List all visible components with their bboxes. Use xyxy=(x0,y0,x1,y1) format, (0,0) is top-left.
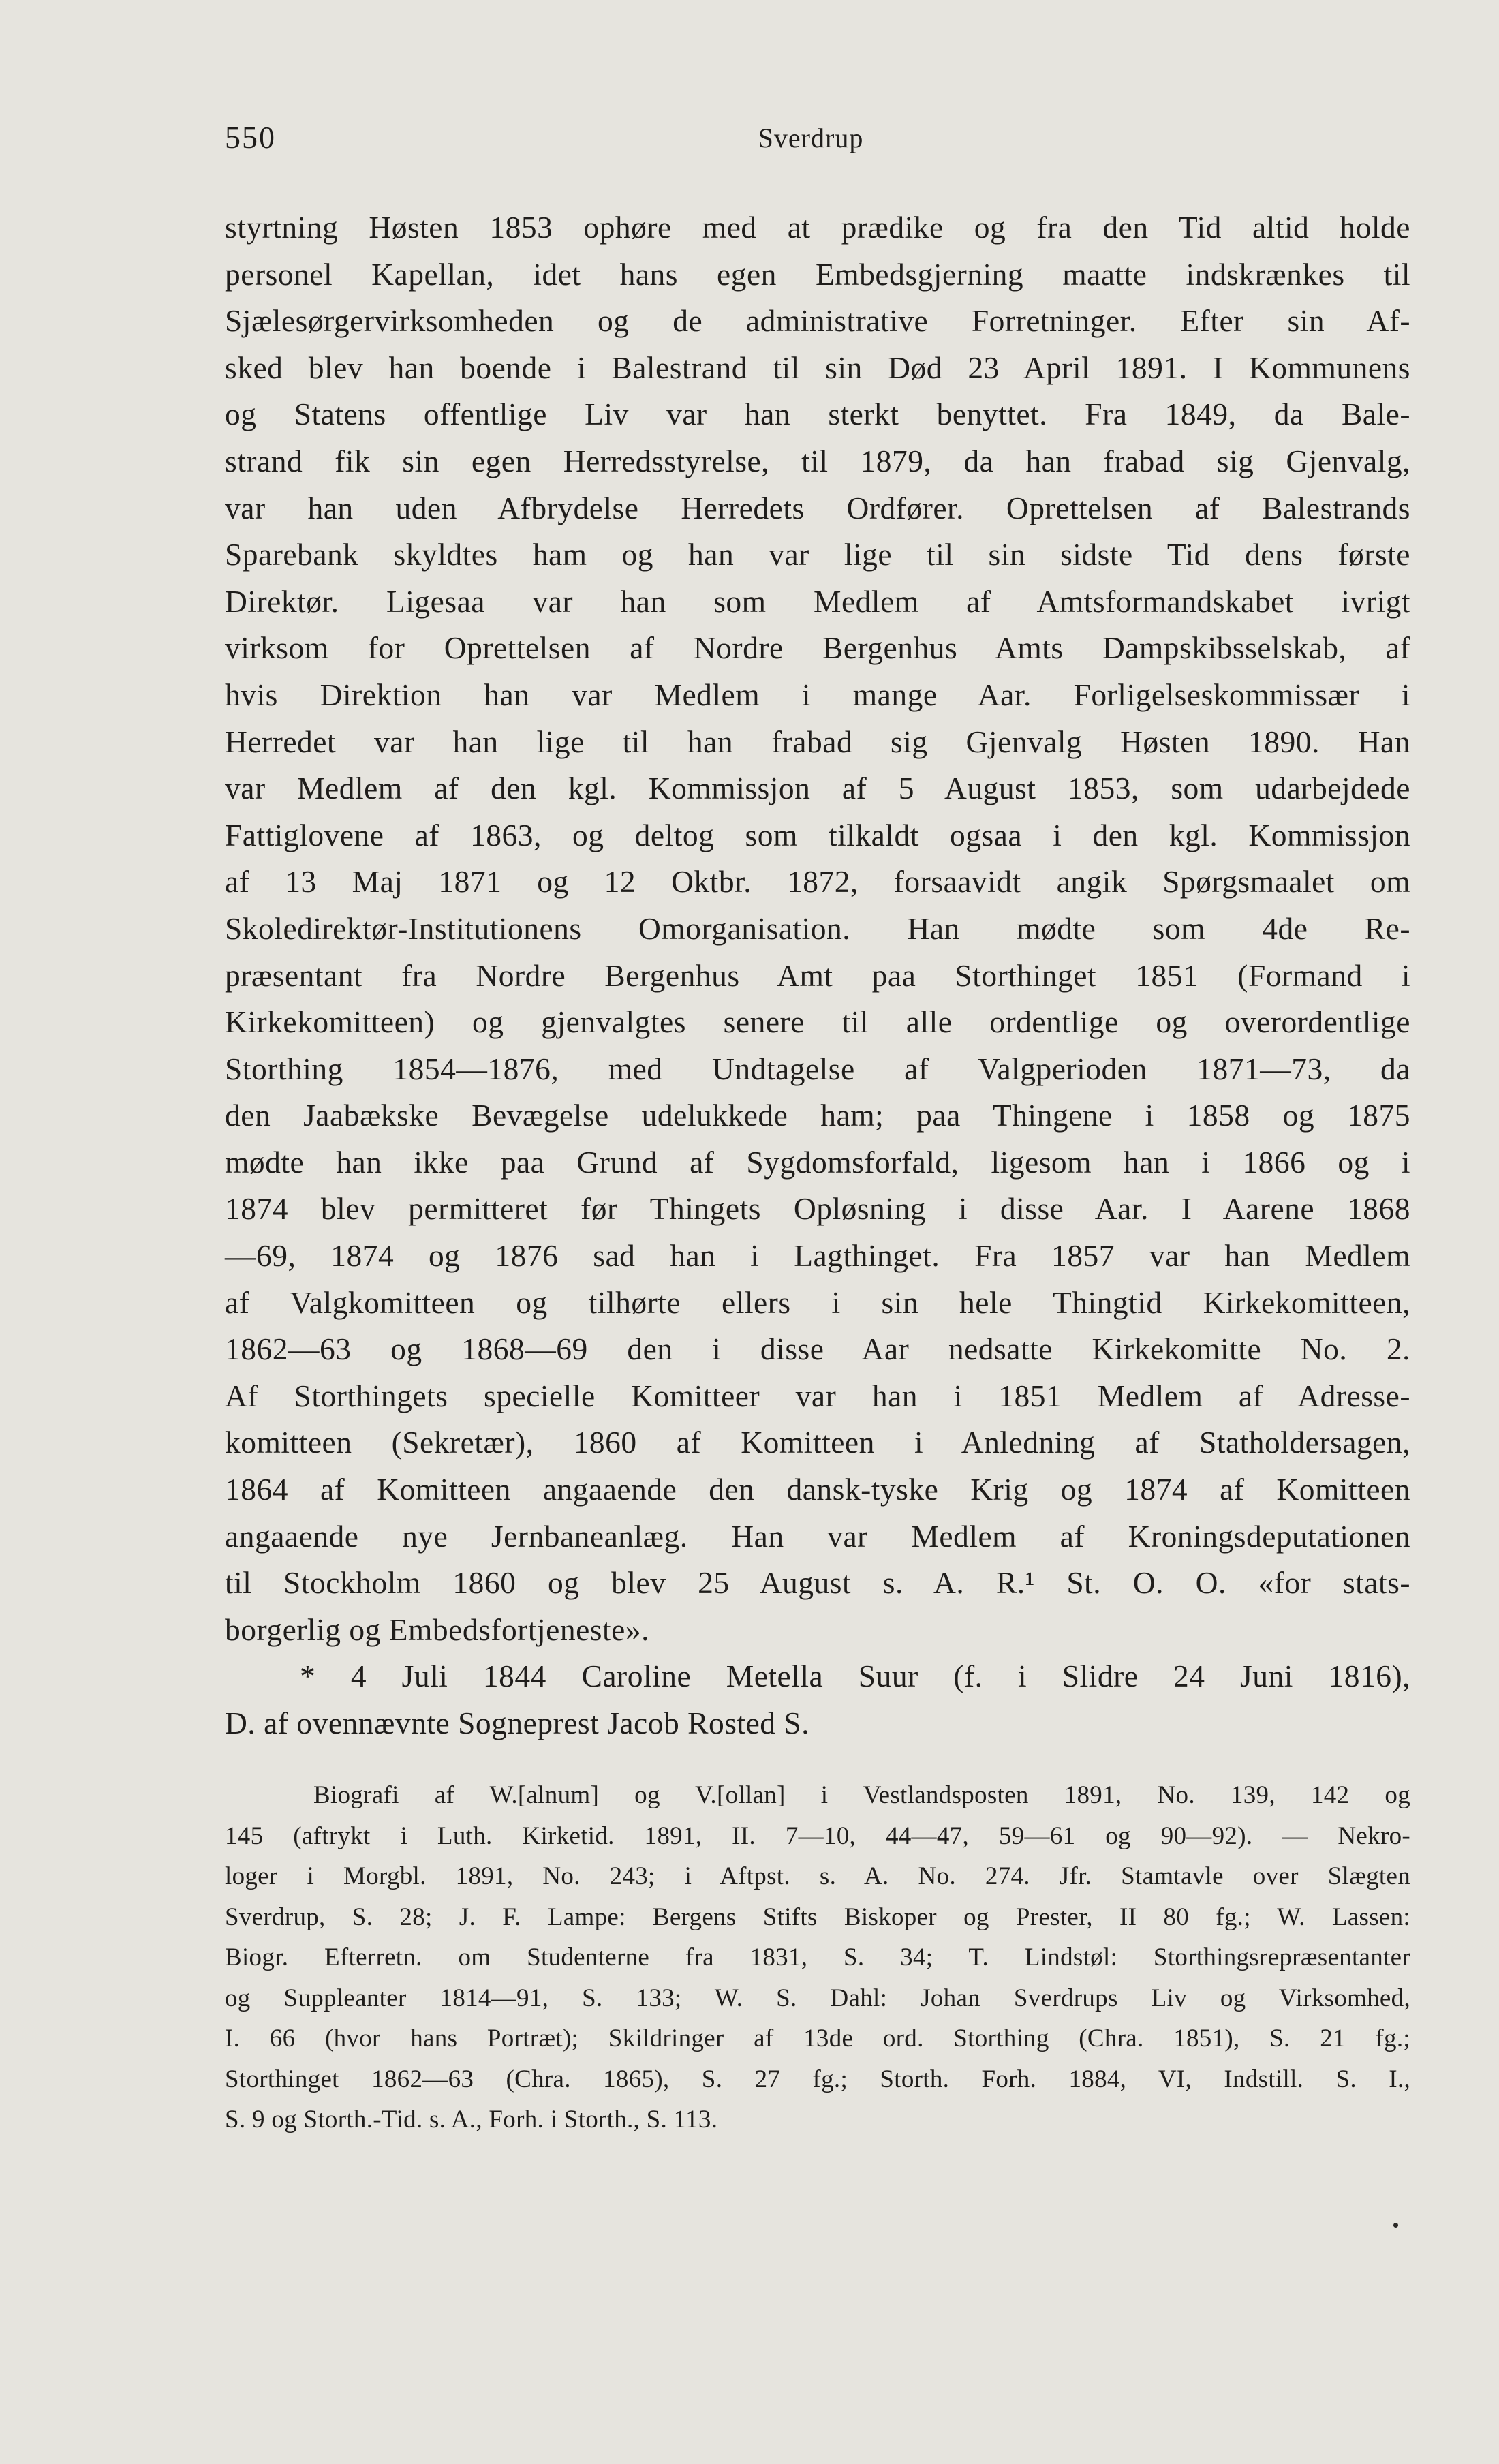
body-line: Herredet var han lige til han frabad sig Gjenvalg Høsten 1890. Han xyxy=(225,724,1410,759)
bibliography-note xyxy=(225,1775,1410,2140)
body-line: borgerlig og Embedsfortjeneste». xyxy=(225,1612,649,1647)
body-line: personel Kapellan, idet hans egen Embedsgjerning maatte indskrænkes til xyxy=(225,256,1410,292)
body-line: komitteen (Sekretær), 1860 af Komitteen i Anledning af Statholdersagen, xyxy=(225,1425,1410,1460)
note-line: S. 9 og Storth.-Tid. s. A., Forh. i Storth., S. 113. xyxy=(225,2106,718,2134)
body-line: af 13 Maj 1871 og 12 Oktbr. 1872, forsaavidt angik Spørgsmaalet om xyxy=(225,864,1410,899)
page-header xyxy=(225,119,1397,174)
body-line: 1862—63 og 1868—69 den i disse Aar nedsatte Kirkekomitte No. 2. xyxy=(225,1331,1410,1367)
note-line: I. 66 (hvor hans Portræt); Skildringer af 13de ord. Storthing (Chra. 1851), S. 21 fg.; xyxy=(225,2024,1410,2052)
body-line: præsentant fra Nordre Bergenhus Amt paa Storthinget 1851 (Formand i xyxy=(225,957,1410,993)
body-line: den Jaabækske Bevægelse udelukkede ham; paa Thingene i 1858 og 1875 xyxy=(225,1098,1410,1133)
body-line: mødte han ikke paa Grund af Sygdomsforfald, ligesom han i 1866 og i xyxy=(225,1144,1410,1180)
note-line: og Suppleanter 1814—91, S. 133; W. S. Dahl: Johan Sverdrups Liv og Virksomhed, xyxy=(225,1984,1410,2012)
body-line: Fattiglovene af 1863, og deltog som tilkaldt ogsaa i den kgl. Kommissjon xyxy=(225,817,1410,852)
body-line: sked blev han boende i Balestrand til sin Død 23 April 1891. I Kommunens xyxy=(225,350,1410,385)
body-line: Storthing 1854—1876, med Undtagelse af Valgperioden 1871—73, da xyxy=(225,1051,1410,1086)
body-line: Af Storthingets specielle Komitteer var han i 1851 Medlem af Adresse- xyxy=(225,1378,1410,1413)
body-line: Skoledirektør-Institutionens Omorganisation. Han mødte som 4de Re- xyxy=(225,910,1410,946)
body-line: Sparebank skyldtes ham og han var lige til sin sidste Tid dens første xyxy=(225,537,1410,572)
body-line: —69, 1874 og 1876 sad han i Lagthinget. Fra 1857 var han Medlem xyxy=(225,1238,1410,1274)
body-line: var Medlem af den kgl. Kommissjon af 5 August 1853, som udarbejdede xyxy=(225,771,1410,806)
page-number: 550 xyxy=(225,120,276,155)
note-line: Sverdrup, S. 28; J. F. Lampe: Bergens Stifts Biskoper og Prester, II 80 fg.; W. Lassen: xyxy=(225,1903,1410,1931)
running-head: Sverdrup xyxy=(758,123,864,153)
body-line: var han uden Afbrydelse Herredets Ordfører. Oprettelsen af Balestrands xyxy=(225,490,1410,525)
body-line: hvis Direktion han var Medlem i mange Aar. Forligelseskommissær i xyxy=(225,677,1410,712)
body-line: strand fik sin egen Herredsstyrelse, til 1879, da han frabad sig Gjenvalg, xyxy=(225,443,1410,478)
body-line: til Stockholm 1860 og blev 25 August s. A. R.¹ St. O. O. «for stats- xyxy=(225,1565,1410,1601)
body-line: Sjælesørgervirksomheden og de administrative Forretninger. Efter sin Af- xyxy=(225,303,1410,339)
body-text xyxy=(225,204,1410,1747)
body-line: angaaende nye Jernbaneanlæg. Han var Medlem af Kroningsdeputationen xyxy=(225,1518,1410,1554)
body-line: 1864 af Komitteen angaaende den dansk-tyske Krig og 1874 af Komitteen xyxy=(225,1472,1410,1507)
note-line: Biografi af W.[alnum] og V.[ollan] i Vestlandsposten 1891, No. 139, 142 og xyxy=(313,1781,1410,1809)
note-line: loger i Morgbl. 1891, No. 243; i Aftpst. s. A. No. 274. Jfr. Stamtavle over Slægten xyxy=(225,1862,1410,1890)
body-line: 1874 blev permitteret før Thingets Opløsning i disse Aar. I Aarene 1868 xyxy=(225,1191,1410,1227)
note-line: Biogr. Efterretn. om Studenterne fra 1831, S. 34; T. Lindstøl: Storthingsrepræsentanter xyxy=(225,1943,1410,1971)
body-line: og Statens offentlige Liv var han sterkt benyttet. Fra 1849, da Bale- xyxy=(225,397,1410,432)
body-line: Direktør. Ligesaa var han som Medlem af Amtsformandskabet ivrigt xyxy=(225,583,1410,619)
body-line: virksom for Oprettelsen af Nordre Bergenhus Amts Dampskibsselskab, af xyxy=(225,630,1410,666)
note-line: Storthinget 1862—63 (Chra. 1865), S. 27 fg.; Storth. Forh. 1884, VI, Indstill. S. I., xyxy=(225,2065,1410,2093)
marriage-line: * 4 Juli 1844 Caroline Metella Suur (f. i Slidre 24 Juni 1816), xyxy=(300,1659,1410,1694)
note-line: 145 (aftrykt i Luth. Kirketid. 1891, II. 7—10, 44—47, 59—61 og 90—92). — Nekro- xyxy=(225,1821,1410,1850)
body-line: D. af ovennævnte Sogneprest Jacob Rosted S. xyxy=(225,1706,810,1740)
body-line: af Valgkomitteen og tilhørte ellers i sin hele Thingtid Kirkekomitteen, xyxy=(225,1284,1410,1320)
ink-speck xyxy=(1393,2223,1398,2228)
body-line: styrtning Høsten 1853 ophøre med at prædike og fra den Tid altid holde xyxy=(225,210,1410,245)
body-line: Kirkekomitteen) og gjenvalgtes senere til alle ordentlige og overordentlige xyxy=(225,1004,1410,1040)
